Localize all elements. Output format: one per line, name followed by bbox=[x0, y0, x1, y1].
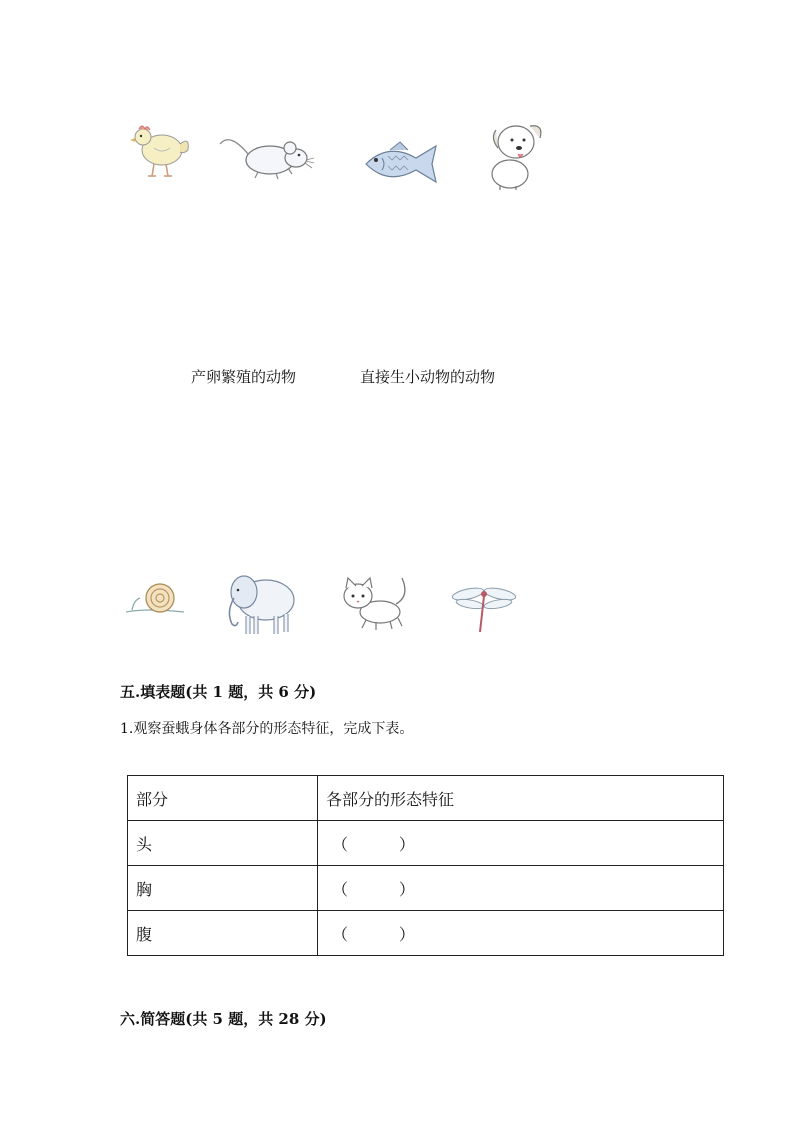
cat-icon bbox=[336, 574, 410, 632]
answer-blank: （ ） bbox=[332, 834, 415, 854]
section-five-title: 五.填表题(共 1 题，共 6 分) bbox=[120, 683, 317, 701]
table-row bbox=[128, 866, 724, 911]
table-cell-answer[interactable] bbox=[318, 821, 724, 866]
table-header-row bbox=[128, 776, 724, 821]
answer-blank: （ ） bbox=[332, 924, 415, 944]
table-header-part: 部分 bbox=[128, 776, 318, 821]
table-header-feature: 各部分的形态特征 bbox=[318, 776, 724, 821]
oviparous-category-label: 产卵繁殖的动物 bbox=[191, 368, 297, 386]
dog-icon bbox=[486, 116, 548, 192]
table-row bbox=[128, 911, 724, 956]
elephant-icon bbox=[220, 568, 302, 638]
viviparous-category-label: 直接生小动物的动物 bbox=[360, 368, 496, 386]
dragonfly-icon bbox=[450, 574, 518, 634]
silkmoth-feature-table bbox=[127, 775, 724, 956]
snail-image bbox=[124, 578, 186, 618]
dragonfly-image bbox=[450, 574, 518, 634]
elephant-image bbox=[220, 568, 302, 638]
answer-blank: （ ） bbox=[332, 879, 415, 899]
mouse-image bbox=[218, 128, 314, 182]
fish-icon bbox=[360, 138, 440, 188]
table-cell-part: 头 bbox=[128, 821, 318, 866]
table-cell-answer[interactable] bbox=[318, 866, 724, 911]
chicken-image bbox=[128, 120, 193, 182]
question-one-text: 1.观察蚕蛾身体各部分的形态特征，完成下表。 bbox=[120, 721, 414, 737]
table-cell-part: 腹 bbox=[128, 911, 318, 956]
table-cell-part: 胸 bbox=[128, 866, 318, 911]
cat-image bbox=[336, 574, 410, 632]
table-cell-answer[interactable] bbox=[318, 911, 724, 956]
fish-image bbox=[360, 138, 440, 188]
snail-icon bbox=[124, 578, 186, 618]
dog-image bbox=[486, 116, 548, 192]
section-six-title: 六.简答题(共 5 题，共 28 分) bbox=[120, 1010, 327, 1028]
table-row bbox=[128, 821, 724, 866]
chicken-icon bbox=[128, 120, 193, 182]
mouse-icon bbox=[218, 128, 314, 182]
